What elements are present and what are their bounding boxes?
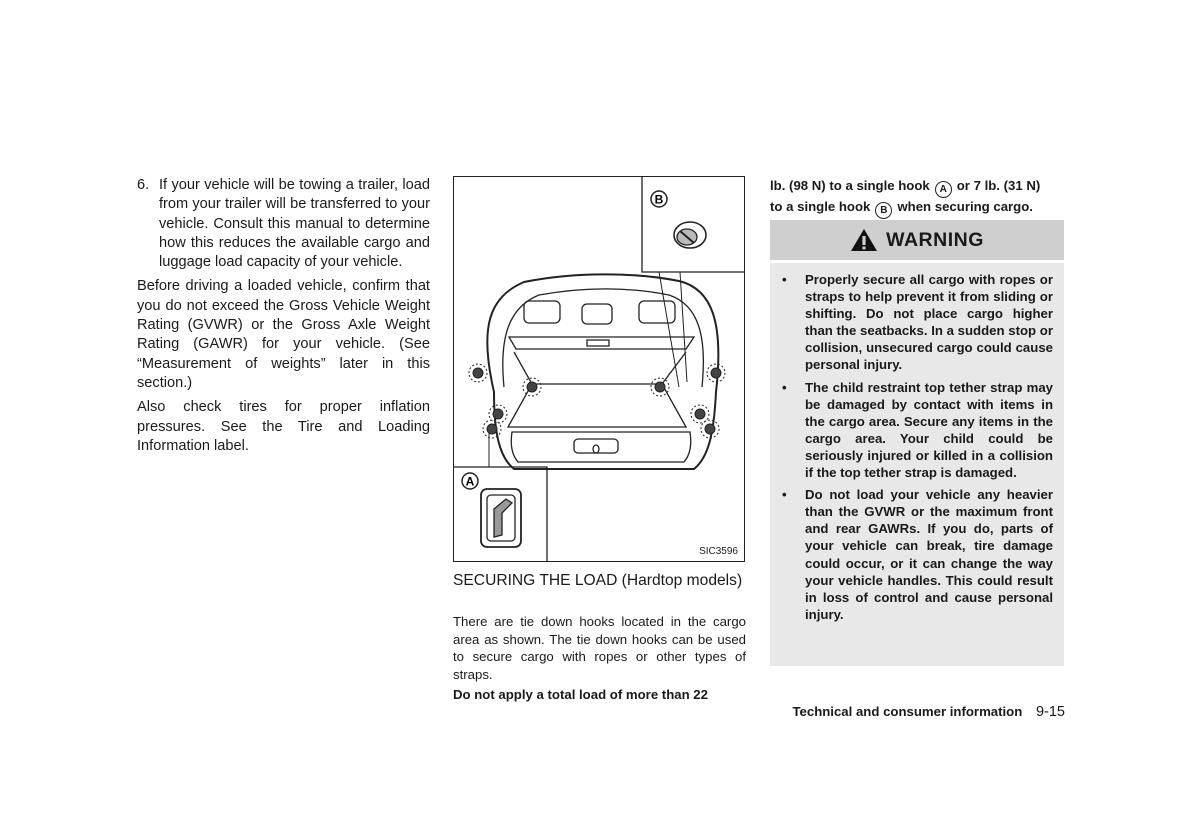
cargo-area-illustration bbox=[454, 177, 745, 562]
warning-triangle-icon bbox=[850, 228, 878, 252]
hook-location-5 bbox=[493, 409, 503, 419]
line2-post: when securing cargo. bbox=[897, 199, 1033, 214]
hook-location-7 bbox=[695, 409, 705, 419]
hook-location-4 bbox=[711, 368, 721, 378]
item-number: 6. bbox=[137, 177, 150, 193]
cargo-area-figure bbox=[453, 176, 745, 562]
headrest-left bbox=[524, 301, 560, 323]
section-body: There are tie down hooks located in the cargo area as shown. The tie down hooks can be used to secure cargo with ropes or other types of straps. bbox=[453, 614, 746, 682]
warning-bullet-text: Properly secure all cargo with ropes or straps to help prevent it from sliding or shifting. Do not place cargo higher than the seatbacks. In a sudden stop or collision, unsecured cargo could cause personal injury. bbox=[805, 272, 1053, 373]
warning-bullet: • The child restraint top tether strap may be damaged by contact with items in the cargo area. Secure any items in the cargo area. Your child could be seriously injured or killed in a collision if the top tether strap is damaged. bbox=[782, 379, 1053, 481]
label-b: B bbox=[654, 192, 664, 207]
hook-location-6 bbox=[487, 424, 497, 434]
item-text: If your vehicle will be towing a trailer, load from your trailer will be transferred to your vehicle. Consult this manual to determine how this reduces the available cargo and luggage load capacity of your vehicle. bbox=[159, 177, 430, 271]
confirm-paragraph: Before driving a loaded vehicle, confirm that you do not exceed the Gross Vehicle Weight Rating (GVWR) or the Gross Axle Weight Rating (GAWR) for your vehicle. (See “Measurement of weights” later in this section.) bbox=[137, 278, 430, 391]
figure-id: SIC3596 bbox=[699, 546, 738, 557]
page-number: 9-15 bbox=[1035, 704, 1065, 720]
tires-paragraph: Also check tires for proper inflation pressures. See the Tire and Loading Information label. bbox=[137, 399, 430, 454]
label-a: A bbox=[465, 474, 475, 489]
footer-section-label: Technical and consumer information bbox=[792, 704, 1023, 719]
line1-pre: lb. (98 N) to a single hook bbox=[770, 178, 930, 193]
left-column bbox=[137, 176, 430, 456]
hook-location-8 bbox=[705, 424, 715, 434]
warning-title: WARNING bbox=[886, 228, 984, 251]
load-limit-text: Do not apply a total load of more than 22 bbox=[453, 687, 708, 702]
warning-header bbox=[770, 220, 1064, 260]
bumper bbox=[511, 432, 691, 462]
page-footer bbox=[780, 704, 1065, 720]
cargo-cover bbox=[509, 337, 694, 349]
hook-location-1 bbox=[473, 368, 483, 378]
line1-post: or 7 lb. (31 N) bbox=[956, 178, 1041, 193]
warning-bullet-text: Do not load your vehicle any heavier than the GVWR or the maximum front and rear GAWRs. If you do, parts of your vehicle can break, tire damage could occur, or it can change the way your vehicle handles. This could result in loss of control and cause personal injury. bbox=[805, 487, 1053, 622]
hook-location-2 bbox=[527, 382, 537, 392]
numbered-item bbox=[137, 176, 430, 272]
section-heading: SECURING THE LOAD (Hardtop models) bbox=[453, 572, 743, 589]
headrest-center bbox=[582, 304, 612, 324]
hook-location-3 bbox=[655, 382, 665, 392]
headrest-right bbox=[639, 301, 675, 323]
hook-a-callout: A bbox=[935, 181, 952, 198]
load-limit-continued bbox=[770, 177, 1065, 219]
warning-bullet: • Properly secure all cargo with ropes or straps to help prevent it from sliding or shifting. Do not place cargo higher than the seatbacks. In a sudden stop or collision, unsecured cargo could cause personal injury. bbox=[782, 272, 1053, 373]
warning-bullet: • Do not load your vehicle any heavier than the GVWR or the maximum front and rear GAWRs. If you do, parts of your vehicle can break, tire damage could occur, or it can change the way your vehicle handles. This could result in loss of control and cause personal injury. bbox=[782, 487, 1053, 622]
warning-body bbox=[770, 263, 1064, 666]
line2-pre: to a single hook bbox=[770, 199, 871, 214]
hook-b-callout: B bbox=[875, 202, 892, 219]
warning-bullet-text: The child restraint top tether strap may be damaged by contact with items in the cargo area. Secure any items in the cargo area. Your child could be seriously injured or killed in a collision if the top tether strap is damaged. bbox=[805, 379, 1053, 481]
